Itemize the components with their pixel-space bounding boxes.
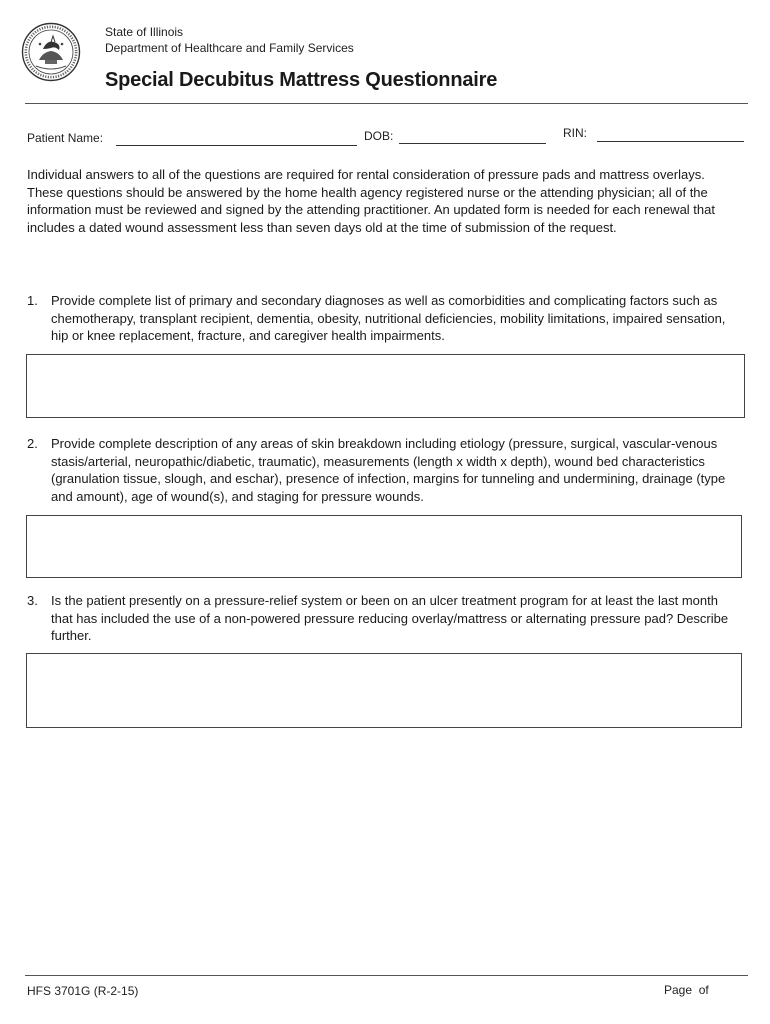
header-divider [25, 103, 748, 104]
question-number: 1. [27, 293, 38, 308]
instructions-paragraph: Individual answers to all of the questions are required for rental consideration of pressure pads and mattress overlays. These questions should be answered by the home health agency registered nurse or the attending physician; all of the information must be reviewed and signed by the attending practitioner. An updated form is needed for each renewal that includes a dated wound assessment less than seven days old at the time of submission of the request. [27, 167, 715, 235]
answer-box-2[interactable] [26, 515, 742, 578]
question-number: 2. [27, 436, 38, 451]
patient-name-field[interactable] [116, 145, 357, 146]
question-text: Is the patient presently on a pressure-relief system or been on an ulcer treatment program for at least the last month that has included the use of a non-powered pressure reducing overlay/mattress or alternating pressure pad? Describe further. [51, 593, 729, 643]
rin-label: RIN: [563, 126, 587, 140]
question-text: Provide complete list of primary and secondary diagnoses as well as comorbidities and complicating factors such as chemotherapy, transplant recipient, dementia, obesity, nutritional deficiencies, mobility limitations, impaired sensation, hip or knee replacement, fracture, and caregiver health impairments. [51, 293, 726, 343]
dob-label: DOB: [364, 129, 394, 143]
answer-box-3[interactable] [26, 653, 742, 728]
question-text: Provide complete description of any areas of skin breakdown including etiology (pressure, surgical, vascular-venous stasis/arterial, neuropathic/diabetic, traumatic), measurements (length x width x depth), wound bed characteristics (granulation tissue, slough, and eschar), presence of infection, margins for tunneling and undermining, drainage (type and amount), age of wound(s), and staging for pressure wounds. [51, 436, 726, 504]
footer-divider [25, 975, 748, 976]
question-2 [27, 435, 733, 505]
department-name: Department of Healthcare and Family Services [105, 41, 354, 55]
rin-field[interactable] [597, 141, 744, 142]
illinois-state-seal-icon [21, 22, 81, 82]
question-number: 3. [27, 593, 38, 608]
state-name: State of Illinois [105, 25, 184, 39]
form-number: HFS 3701G (R-2-15) [27, 984, 139, 998]
question-3 [27, 592, 733, 645]
agency-header [105, 24, 354, 56]
question-1 [27, 292, 733, 345]
page-title: Special Decubitus Mattress Questionnaire [105, 69, 498, 91]
answer-box-1[interactable] [26, 354, 745, 418]
patient-name-label: Patient Name: [27, 131, 104, 145]
dob-field[interactable] [399, 143, 546, 144]
page-indicator: Page of [664, 983, 709, 997]
